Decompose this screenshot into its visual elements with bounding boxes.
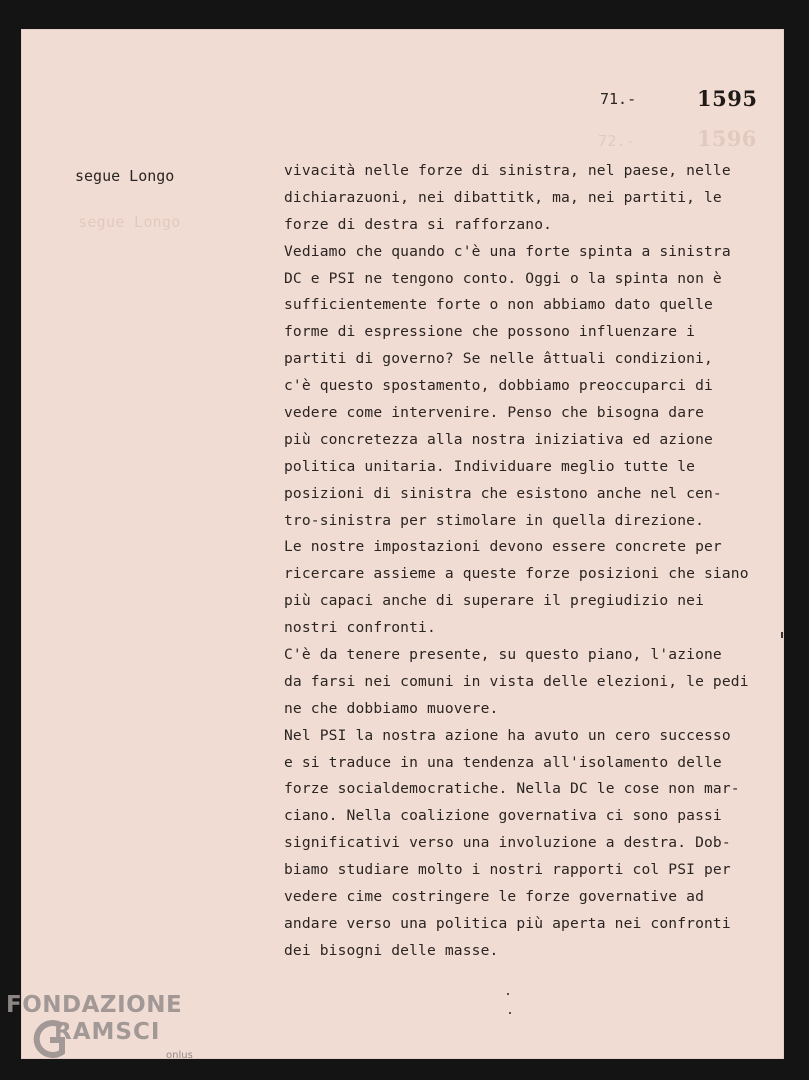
body-line: Le nostre impostazioni devono essere concrete per — [284, 538, 722, 556]
body-line: vivacità nelle forze di sinistra, nel paese, nelle — [284, 162, 731, 179]
body-line: vedere cime costringere le forze governative ad — [284, 888, 705, 906]
document-number: 1595 — [697, 86, 758, 111]
body-line: andare verso una politica più aperta nei confronti — [284, 914, 731, 932]
show-through-speaker-label: segue Longo — [78, 213, 181, 231]
body-line: vedere come intervenire. Penso che bisogna dare — [284, 404, 705, 422]
body-line: politica unitaria. Individuare meglio tutte le — [284, 457, 696, 475]
body-line: ciano. Nella coalizione governativa ci sono passi — [284, 807, 722, 825]
body-line: biamo studiare molto i nostri rapporti col PSI per — [284, 861, 731, 879]
speaker-label: segue Longo — [75, 167, 175, 185]
body-line: posizioni di sinistra che esistono anche nel cen- — [284, 484, 722, 502]
body-line: Nel PSI la nostra azione ha avuto un cero successo — [284, 726, 731, 744]
body-line: forme di espressione che possono influenzare i — [284, 323, 696, 341]
watermark-onlus: onlus — [166, 1050, 193, 1061]
body-line: da farsi nei comuni in vista delle elezioni, le pedi — [284, 672, 749, 690]
body-line: c'è questo spostamento, dobbiamo preoccuparci di — [284, 377, 713, 395]
watermark-fondazione: FONDAZIONE — [6, 992, 183, 1018]
body-line: più capaci anche di superare il pregiudizio nei — [284, 592, 705, 610]
body-line: più concretezza alla nostra iniziativa ed azione — [284, 430, 713, 448]
speck — [509, 1012, 511, 1014]
show-through-document-number: 1596 — [697, 126, 757, 151]
show-through-page-number: 72.- — [598, 132, 636, 150]
body-line: e si traduce in una tendenza all'isolamento delle — [284, 753, 722, 771]
body-line: C'è da tenere presente, su questo piano, l'azione — [284, 646, 722, 664]
body-line: forze di destra si rafforzano. — [284, 215, 553, 233]
body-line: Vediamo che quando c'è una forte spinta a sinistra — [284, 242, 731, 260]
body-line: ricercare assieme a queste forze posizioni che siano — [284, 565, 749, 583]
body-line: tro-sinistra per stimolare in quella direzione. — [284, 511, 705, 529]
speck — [781, 632, 783, 638]
body-line: ne che dobbiamo muovere. — [284, 699, 499, 717]
speck — [507, 993, 509, 995]
page-number: 71.- — [600, 90, 637, 108]
archive-watermark — [6, 992, 206, 1072]
body-line: forze socialdemocratiche. Nella DC le cose non mar- — [284, 780, 740, 798]
body-line: sufficientemente forte o non abbiamo dato quelle — [284, 296, 713, 314]
body-line: dei bisogni delle masse. — [284, 941, 499, 959]
body-line: significativi verso una involuzione a destra. Dob- — [284, 834, 731, 852]
body-line: partiti di governo? Se nelle âttuali condizioni, — [284, 350, 713, 368]
body-line: DC e PSI ne tengono conto. Oggi o la spinta non è — [284, 269, 722, 287]
body-line: dichiarazuoni, nei dibattitk, ma, nei partiti, le — [284, 188, 722, 206]
watermark-gramsci: RAMSCI — [54, 1019, 161, 1045]
body-line: nostri confronti. — [284, 619, 436, 637]
